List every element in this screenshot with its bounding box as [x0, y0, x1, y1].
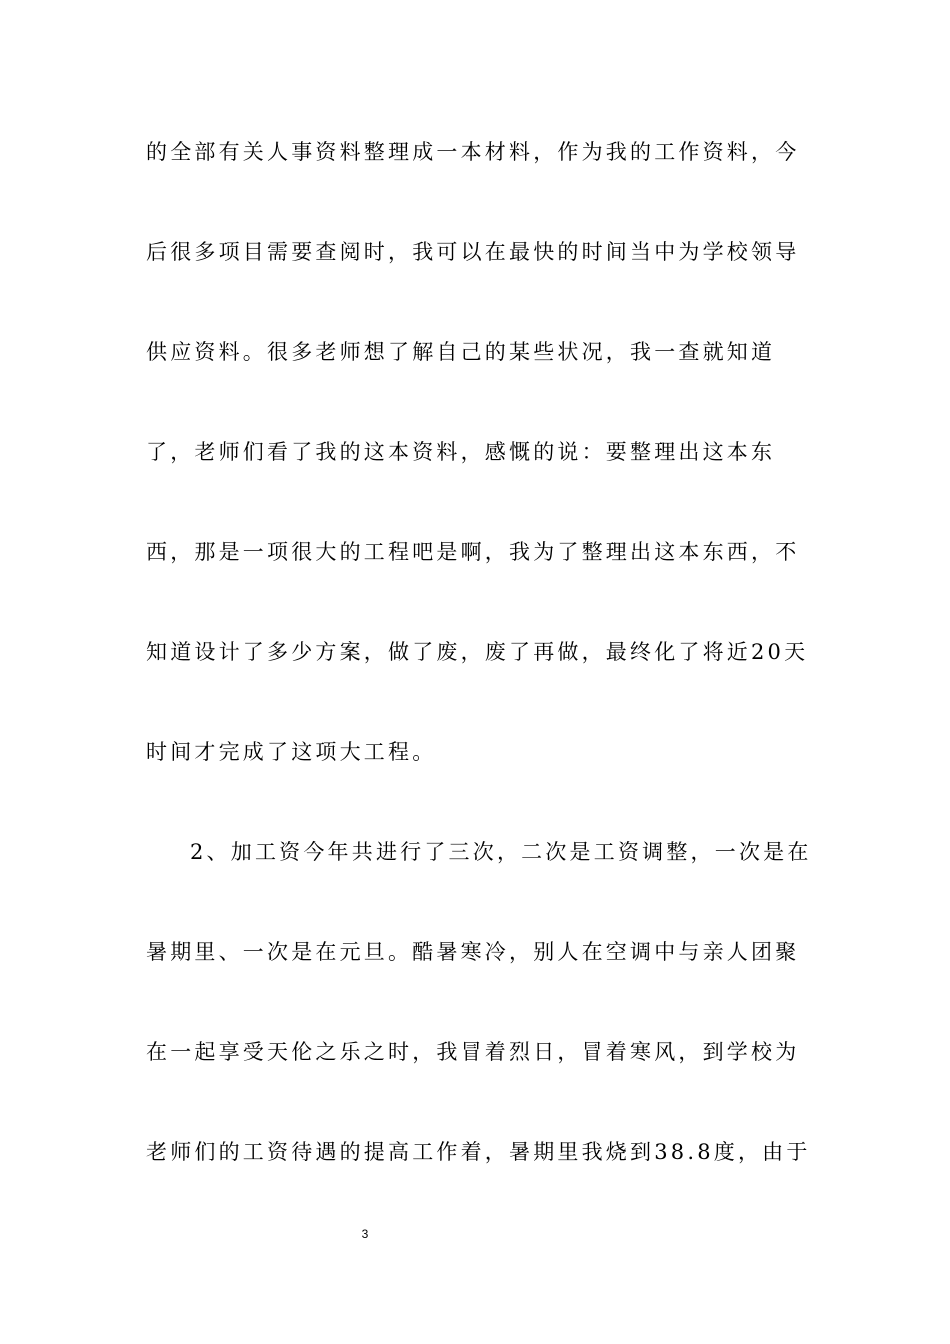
text-line-4: 了，老师们看了我的这本资料，感慨的说：要整理出这本东: [146, 440, 776, 464]
text-line-3: 供应资料。很多老师想了解自己的某些状况，我一查就知道: [146, 340, 776, 364]
text-line-8-paragraph-start: 2、加工资今年共进行了三次，二次是工资调整，一次是在: [190, 840, 812, 864]
text-line-11: 老师们的工资待遇的提高工作着，暑期里我烧到38.8度，由于: [146, 1140, 811, 1164]
page-number: 3: [361, 1227, 369, 1241]
text-line-5: 西，那是一项很大的工程吧是啊，我为了整理出这本东西，不: [146, 540, 800, 564]
text-line-7: 时间才完成了这项大工程。: [146, 740, 437, 764]
body-text: [146, 132, 811, 1232]
text-line-2: 后很多项目需要查阅时，我可以在最快的时间当中为学校领导: [146, 240, 800, 264]
text-line-10: 在一起享受天伦之乐之时，我冒着烈日，冒着寒风，到学校为: [146, 1040, 800, 1064]
text-line-1: 的全部有关人事资料整理成一本材料，作为我的工作资料，今: [146, 140, 800, 164]
text-line-6: 知道设计了多少方案，做了废，废了再做，最终化了将近20天: [146, 640, 809, 664]
text-line-9: 暑期里、一次是在元旦。酷暑寒冷，别人在空调中与亲人团聚: [146, 940, 800, 964]
